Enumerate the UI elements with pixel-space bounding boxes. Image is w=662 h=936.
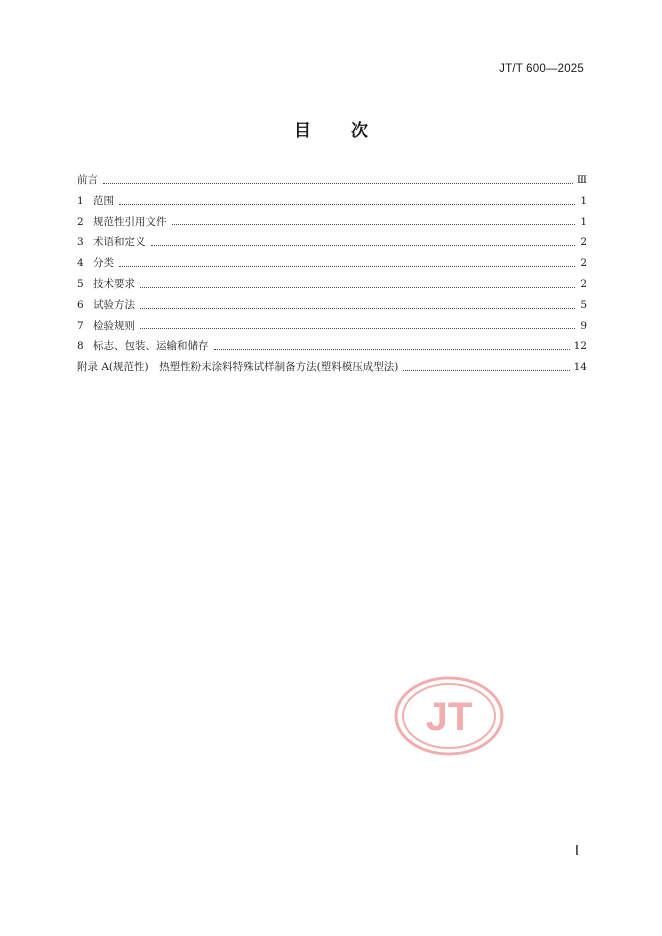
toc-entry-page: 2 — [580, 277, 587, 290]
toc-entry-2[interactable] — [77, 212, 587, 233]
toc-leader-dots — [172, 224, 576, 225]
toc-entry-label: 附录 A(规范性) 热塑性粉末涂料特殊试样制备方法(塑料模压成型法) — [77, 361, 399, 374]
toc-entry-8[interactable] — [77, 336, 587, 357]
toc-entry-5[interactable] — [77, 274, 587, 295]
toc-entry-3[interactable] — [77, 232, 587, 253]
toc-entry-page: 5 — [580, 298, 587, 311]
toc-leader-dots — [140, 287, 575, 288]
toc-entry-foreword[interactable] — [77, 170, 587, 191]
toc-entry-6[interactable] — [77, 295, 587, 316]
toc-entry-number: 5 — [77, 277, 84, 290]
toc-entry-number: 6 — [77, 298, 84, 311]
toc-entry-number: 2 — [77, 215, 84, 228]
toc-entry-label: 标志、包装、运输和储存 — [93, 340, 209, 353]
toc-entry-page: 2 — [580, 257, 587, 270]
toc-entry-number: 1 — [77, 194, 84, 207]
toc-entry-label: 试验方法 — [93, 298, 135, 311]
toc-entry-page: Ⅲ — [576, 174, 587, 186]
toc-entry-page: 14 — [573, 361, 587, 374]
toc-entry-page: 1 — [580, 194, 587, 207]
jt-watermark-logo — [394, 676, 504, 756]
watermark-text: JT — [425, 695, 473, 739]
toc-entry-number: 3 — [77, 236, 84, 249]
page-title: 目次 — [294, 121, 408, 141]
toc-leader-dots — [119, 266, 575, 267]
toc-leader-dots — [119, 204, 575, 205]
toc-entry-page: 12 — [573, 340, 587, 353]
toc-entry-page: 1 — [580, 215, 587, 228]
toc-leader-dots — [140, 328, 575, 329]
toc-entry-page: 9 — [580, 319, 587, 332]
toc-entry-label: 分类 — [93, 257, 114, 270]
toc-entry-label: 技术要求 — [93, 277, 135, 290]
toc-entry-label: 检验规则 — [93, 319, 135, 332]
toc-leader-dots — [103, 183, 573, 184]
toc-entry-label: 范围 — [93, 194, 114, 207]
standard-code-header: JT/T 600—2025 — [499, 63, 584, 75]
toc-entry-4[interactable] — [77, 253, 587, 274]
toc-entry-label: 术语和定义 — [93, 236, 146, 249]
toc-leader-dots — [151, 245, 576, 246]
toc-entry-page: 2 — [580, 236, 587, 249]
toc-leader-dots — [214, 349, 570, 350]
table-of-contents — [77, 170, 587, 378]
toc-entry-number: 7 — [77, 319, 84, 332]
toc-entry-appendix-a[interactable] — [77, 357, 587, 378]
toc-entry-number: 8 — [77, 340, 84, 353]
toc-leader-dots — [140, 308, 575, 309]
toc-entry-label: 前言 — [77, 174, 98, 186]
toc-entry-number: 4 — [77, 257, 84, 270]
toc-entry-1[interactable] — [77, 191, 587, 212]
page-number: Ⅰ — [574, 844, 579, 859]
toc-entry-label: 规范性引用文件 — [93, 215, 167, 228]
toc-leader-dots — [403, 370, 569, 371]
toc-entry-7[interactable] — [77, 316, 587, 337]
